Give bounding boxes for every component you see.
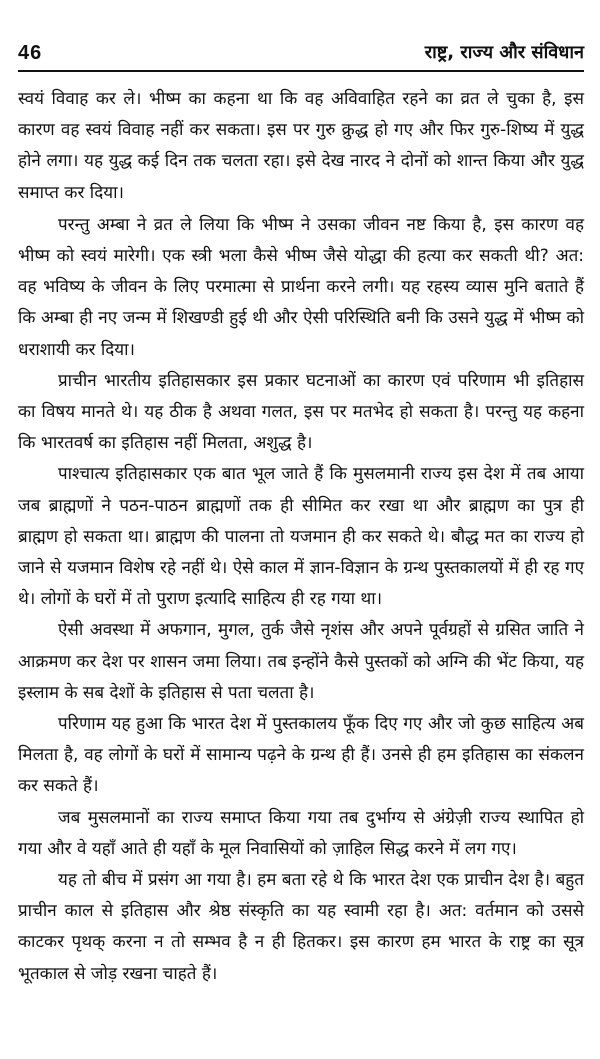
- paragraph: परन्तु अम्बा ने व्रत ले लिया कि भीष्म ने उसका जीवन नष्ट किया है, इस कारण वह भीष्म को स्वयं मारेगी। एक स्त्री भला कैसे भीष्म जैसे योद्धा की हत्या कर सकती थी? अत: वह भविष्य के जीवन के लिए परमात्मा से प्रार्थना करने लगी। यह रहस्य व्यास मुनि बताते हैं कि अम्बा ही नए जन्म में शिखण्डी हुई थी और ऐसी परिस्थिति बनी कि उसने युद्ध में भीष्म को धराशायी कर दिया।: [18, 214, 584, 360]
- book-title: राष्ट्र, राज्य और संविधान: [424, 42, 584, 63]
- paragraph: यह तो बीच में प्रसंग आ गया है। हम बता रहे थे कि भारत देश एक प्राचीन देश है। बहुत प्राचीन काल से इतिहास और श्रेष्ठ संस्कृति का यह स्वामी रहा है। अत: वर्तमान को उससे काटकर पृथक् करना न तो सम्भव है न ही हितकर। इस कारण हम भारत के राष्ट्र का सूत्र भूतकाल से जोड़ रखना चाहते हैं।: [18, 870, 584, 984]
- paragraph: परिणाम यह हुआ कि भारत देश में पुस्तकालय फूँक दिए गए और जो कुछ साहित्य अब मिलता है, वह लोगों के घरों में सामान्य पढ़ने के ग्रन्थ ही हैं। उनसे ही हम इतिहास का संकलन कर सकते हैं।: [18, 714, 584, 797]
- paragraph: ऐसी अवस्था में अफगान, मुगल, तुर्क जैसे नृशंस और अपने पूर्वग्रहों से ग्रसित जाति ने आक्रमण कर देश पर शासन जमा लिया। तब इन्होंने कैसे पुस्तकों को अग्नि की भेंट किया, यह इस्लाम के सब देशों के इतिहास से पता चलता है।: [18, 620, 584, 703]
- paragraph-continuation: स्वयं विवाह कर ले। भीष्म का कहना था कि वह अविवाहित रहने का व्रत ले चुका है, इस कारण वह स्वयं विवाह नहीं कर सकता। इस पर गुरु क्रुद्ध हो गए और फिर गुरु-शिष्य में युद्ध होने लगा। यह युद्ध कई दिन तक चलता रहा। इसे देख नारद ने दोनों को शान्त किया और युद्ध समाप्त कर दिया।: [18, 89, 584, 203]
- page-number: 46: [18, 42, 43, 64]
- paragraph: जब मुसलमानों का राज्य समाप्त किया गया तब दुर्भाग्य से अंग्रेज़ी राज्य स्थापित हो गया और वे यहाँ आते ही यहाँ के मूल निवासियों को ज़ाहिल सिद्ध करने में लग गए।: [18, 807, 584, 859]
- running-header: [18, 40, 584, 72]
- paragraph: प्राचीन भारतीय इतिहासकार इस प्रकार घटनाओं का कारण एवं परिणाम भी इतिहास का विषय मानते थे। यह ठीक है अथवा गलत, इस पर मतभेद हो सकता है। परन्तु यह कहना कि भारतवर्ष का इतिहास नहीं मिलता, अशुद्ध है।: [18, 370, 584, 454]
- body-text: [18, 84, 584, 990]
- paragraph: पाश्चात्य इतिहासकार एक बात भूल जाते हैं कि मुसलमानी राज्य इस देश में तब आया जब ब्राह्मणों ने पठन-पाठन ब्राह्मणों तक ही सीमित कर रखा था और ब्राह्मण का पुत्र ही ब्राह्मण हो सकता था। ब्राह्मण की पालना तो यजमान ही कर सकते थे। बौद्ध मत का राज्य हो जाने से यजमान विशेष रहे नहीं थे। ऐसे काल में ज्ञान-विज्ञान के ग्रन्थ पुस्तकालयों में ही रह गए थे। लोगों के घरों में तो पुराण इत्यादि साहित्य ही रह गया था।: [18, 464, 584, 610]
